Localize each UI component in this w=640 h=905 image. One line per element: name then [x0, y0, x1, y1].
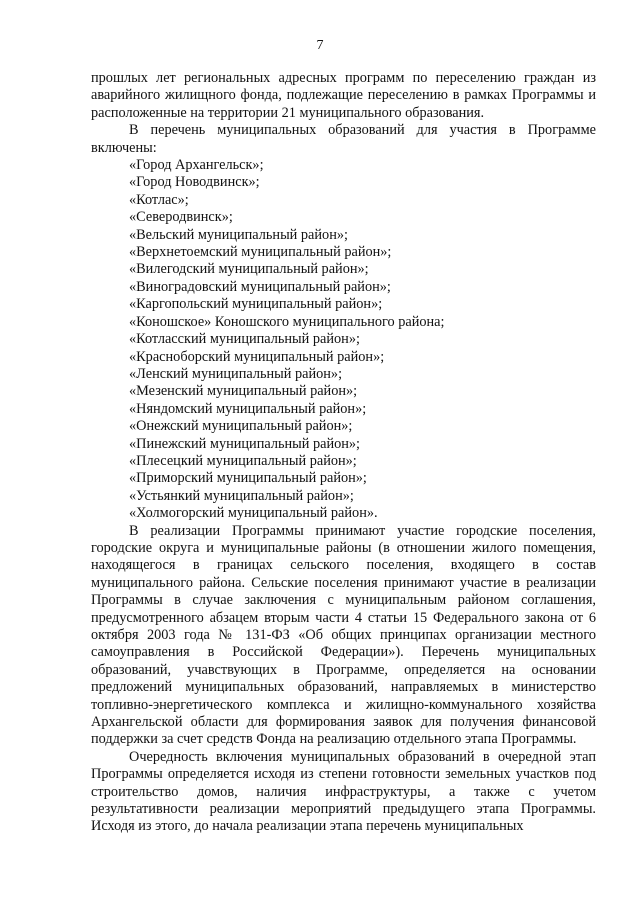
list-item: «Няндомский муниципальный район»; — [129, 400, 367, 417]
paragraph-list-intro: В перечень муниципальных образований для участия в Программе включены: — [91, 122, 596, 156]
list-item: «Верхнетоемский муниципальный район»; — [129, 244, 392, 261]
list-item: «Красноборский муниципальный район»; — [129, 348, 385, 365]
paragraph-participation: В реализации Программы принимают участие городские поселения, городские округа и муниципальные районы (в отношении жилого помещения, находящегося в границах сельского поселения, входящего в состав муниципального района. Сельские поселения принимают участие в реализации Программы в случае заключения с муниципальным районом соглашения, предусмотренного абзацем вторым части 4 статьи 15 Федерального закона от 6 октября 2003 года № 131-ФЗ «Об общих принципах организации местного самоуправления в Российской Федерации»). Перечень муниципальных образований, учавствующих в Программе, определяется на основании предложений муниципальных образований, направляемых в министерство топливно-энергетического комплекса и жилищно-коммунального хозяйства Архангельской области для формирования заявок для получения финансовой поддержки за счет средств Фонда на реализацию отдельного этапа Программы. — [91, 522, 596, 748]
list-item: «Ленский муниципальный район»; — [129, 365, 343, 382]
list-item: «Северодвинск»; — [129, 209, 233, 226]
page-number: 7 — [316, 38, 324, 53]
document-body — [91, 70, 596, 836]
list-item: «Холмогорский муниципальный район». — [129, 505, 378, 522]
list-item: «Мезенский муниципальный район»; — [129, 383, 358, 400]
paragraph-order: Очередность включения муниципальных образований в очередной этап Программы определяется исходя из степени готовности земельных участков под строительство домов, наличия инфраструктуры, а также с учетом результативности реализации мероприятий предыдущего этапа Программы. Исходя из этого, до начала реализации этапа перечень муниципальных — [91, 748, 596, 835]
list-item: «Приморский муниципальный район»; — [129, 470, 367, 487]
paragraph-continuation: прошлых лет региональных адресных программ по переселению граждан из аварийного жилищного фонда, подлежащие переселению в рамках Программы и расположенные на территории 21 муниципального образования. — [91, 70, 596, 121]
list-item: «Город Архангельск»; — [129, 157, 264, 174]
list-item: «Город Новодвинск»; — [129, 174, 260, 191]
list-item: «Котласский муниципальный район»; — [129, 331, 360, 348]
list-item: «Коношское» Коношского муниципального района; — [129, 313, 445, 330]
list-item: «Пинежский муниципальный район»; — [129, 435, 361, 452]
list-item: «Устьянкий муниципальный район»; — [129, 487, 354, 504]
list-item: «Онежский муниципальный район»; — [129, 418, 353, 435]
list-item: «Каргопольский муниципальный район»; — [129, 296, 383, 313]
list-item: «Вилегодский муниципальный район»; — [129, 261, 369, 278]
list-item: «Плесецкий муниципальный район»; — [129, 452, 357, 469]
municipalities-list — [91, 157, 596, 523]
list-item: «Виноградовский муниципальный район»; — [129, 278, 391, 295]
list-item: «Котлас»; — [129, 191, 189, 208]
list-item: «Вельский муниципальный район»; — [129, 226, 348, 243]
